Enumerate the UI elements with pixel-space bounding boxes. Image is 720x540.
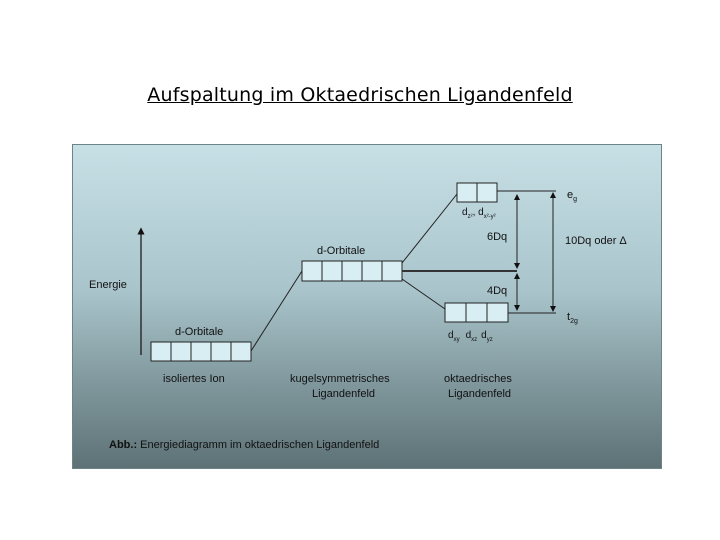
spherical-caption-line1: kugelsymmetrisches bbox=[290, 373, 390, 385]
spherical-caption-line2: Ligandenfeld bbox=[312, 388, 376, 400]
connector-isolated-to-spherical bbox=[251, 271, 302, 351]
t2g-orbital-boxes bbox=[445, 303, 508, 322]
isolated-ion-caption: isoliertes Ion bbox=[163, 373, 225, 385]
six-dq-label: 6Dq bbox=[487, 231, 508, 243]
isolated-orbital-label: d-Orbitale bbox=[175, 326, 224, 338]
four-dq-label: 4Dq bbox=[487, 285, 508, 297]
octahedral-caption-line2: Ligandenfeld bbox=[448, 388, 512, 400]
t2g-orbital-names: $d_{xy}$ $d_{xz}$ $d_{yz}$ bbox=[448, 330, 493, 343]
slide-title: Aufspaltung im Oktaedrischen Ligandenfeld bbox=[147, 84, 573, 106]
spherical-orbital-boxes bbox=[302, 261, 402, 281]
connector-to-eg bbox=[402, 194, 457, 263]
isolated-orbital-boxes bbox=[151, 342, 251, 361]
eg-label: $e_g$ bbox=[567, 189, 578, 203]
figure-caption: Abb.: Energiediagramm im oktaedrischen Ligandenfeld bbox=[109, 439, 380, 451]
connector-to-t2g bbox=[402, 279, 445, 309]
eg-orbital-boxes bbox=[457, 183, 497, 202]
octahedral-caption-line1: oktaedrisches bbox=[444, 373, 512, 385]
eg-orbital-names: $d_{z^2}$, $d_{x^2-y^2}$ bbox=[462, 207, 496, 220]
spherical-orbital-label: d-Orbitale bbox=[317, 245, 366, 257]
t2g-label: $t_{2g}$ bbox=[567, 311, 578, 325]
energy-axis-label: Energie bbox=[89, 279, 127, 291]
ten-dq-label: 10Dq oder Δ bbox=[565, 235, 627, 247]
